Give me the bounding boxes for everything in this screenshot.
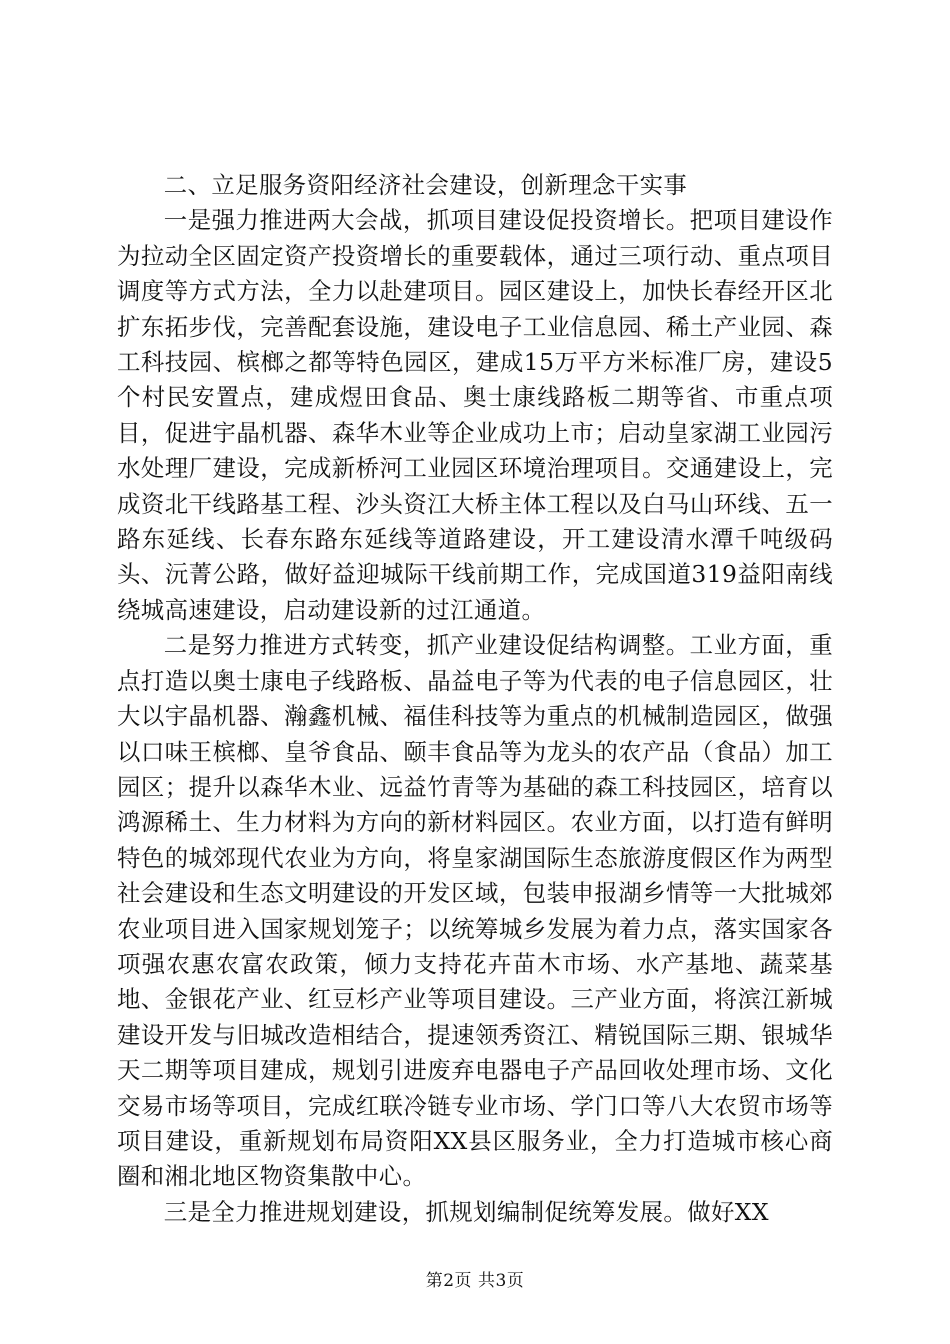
paragraph-2: 二是努力推进方式转变，抓产业建设促结构调整。工业方面，重点打造以奥士康电子线路板、晶益电子等为代表的电子信息园区，壮大以宇晶机器、瀚鑫机械、福佳科技等为重点的机械制造园区，做强以口味王槟榔、皇爷食品、颐丰食品等为龙头的农产品（食品）加工园区；提升以森华木业、远益竹青等为基础的森工科技园区，培育以鸿源稀土、生力材料为方向的新材料园区。农业方面，以打造有鲜明特色的城郊现代农业为方向，将皇家湖国际生态旅游度假区作为两型社会建设和生态文明建设的开发区域，包装申报湖乡情等一大批城郊农业项目进入国家规划笼子；以统筹城乡发展为着力点，落实国家各项强农惠农富农政策，倾力支持花卉苗木市场、水产基地、蔬菜基地、金银花产业、红豆杉产业等项目建设。三产业方面，将滨江新城建设开发与旧城改造相结合，提速领秀资江、精锐国际三期、银城华天二期等项目建成，规划引进废弃电器电子产品回收处理市场、文化交易市场等项目，完成红联冷链专业市场、学门口等八大农贸市场等项目建设，重新规划布局资阳XX县区服务业，全力打造城市核心商圈和湘北地区物资集散中心。 — [117, 631, 833, 1191]
paragraph-3: 三是全力推进规划建设，抓规划编制促统筹发展。做好XX — [163, 1197, 769, 1226]
document-body — [117, 168, 833, 1230]
page-footer: 第2页 共3页 — [425, 1271, 525, 1291]
paragraph-1: 一是强力推进两大会战，抓项目建设促投资增长。把项目建设作为拉动全区固定资产投资增长的重要载体，通过三项行动、重点项目调度等方式方法，全力以赴建项目。园区建设上，加快长春经开区北扩东拓步伐，完善配套设施，建设电子工业信息园、稀土产业园、森工科技园、槟榔之都等特色园区，建成15万平方米标准厂房，建设5个村民安置点，建成煜田食品、奥士康线路板二期等省、市重点项目，促进宇晶机器、森华木业等企业成功上市；启动皇家湖工业园污水处理厂建设，完成新桥河工业园区环境治理项目。交通建设上，完成资北干线路基工程、沙头资江大桥主体工程以及白马山环线、五一路东延线、长春东路东延线等道路建设，开工建设清水潭千吨级码头、沅菁公路，做好益迎城际干线前期工作，完成国道319益阳南线绕城高速建设，启动建设新的过江通道。 — [117, 206, 833, 624]
section-heading: 二、立足服务资阳经济社会建设，创新理念干实事 — [163, 171, 688, 199]
